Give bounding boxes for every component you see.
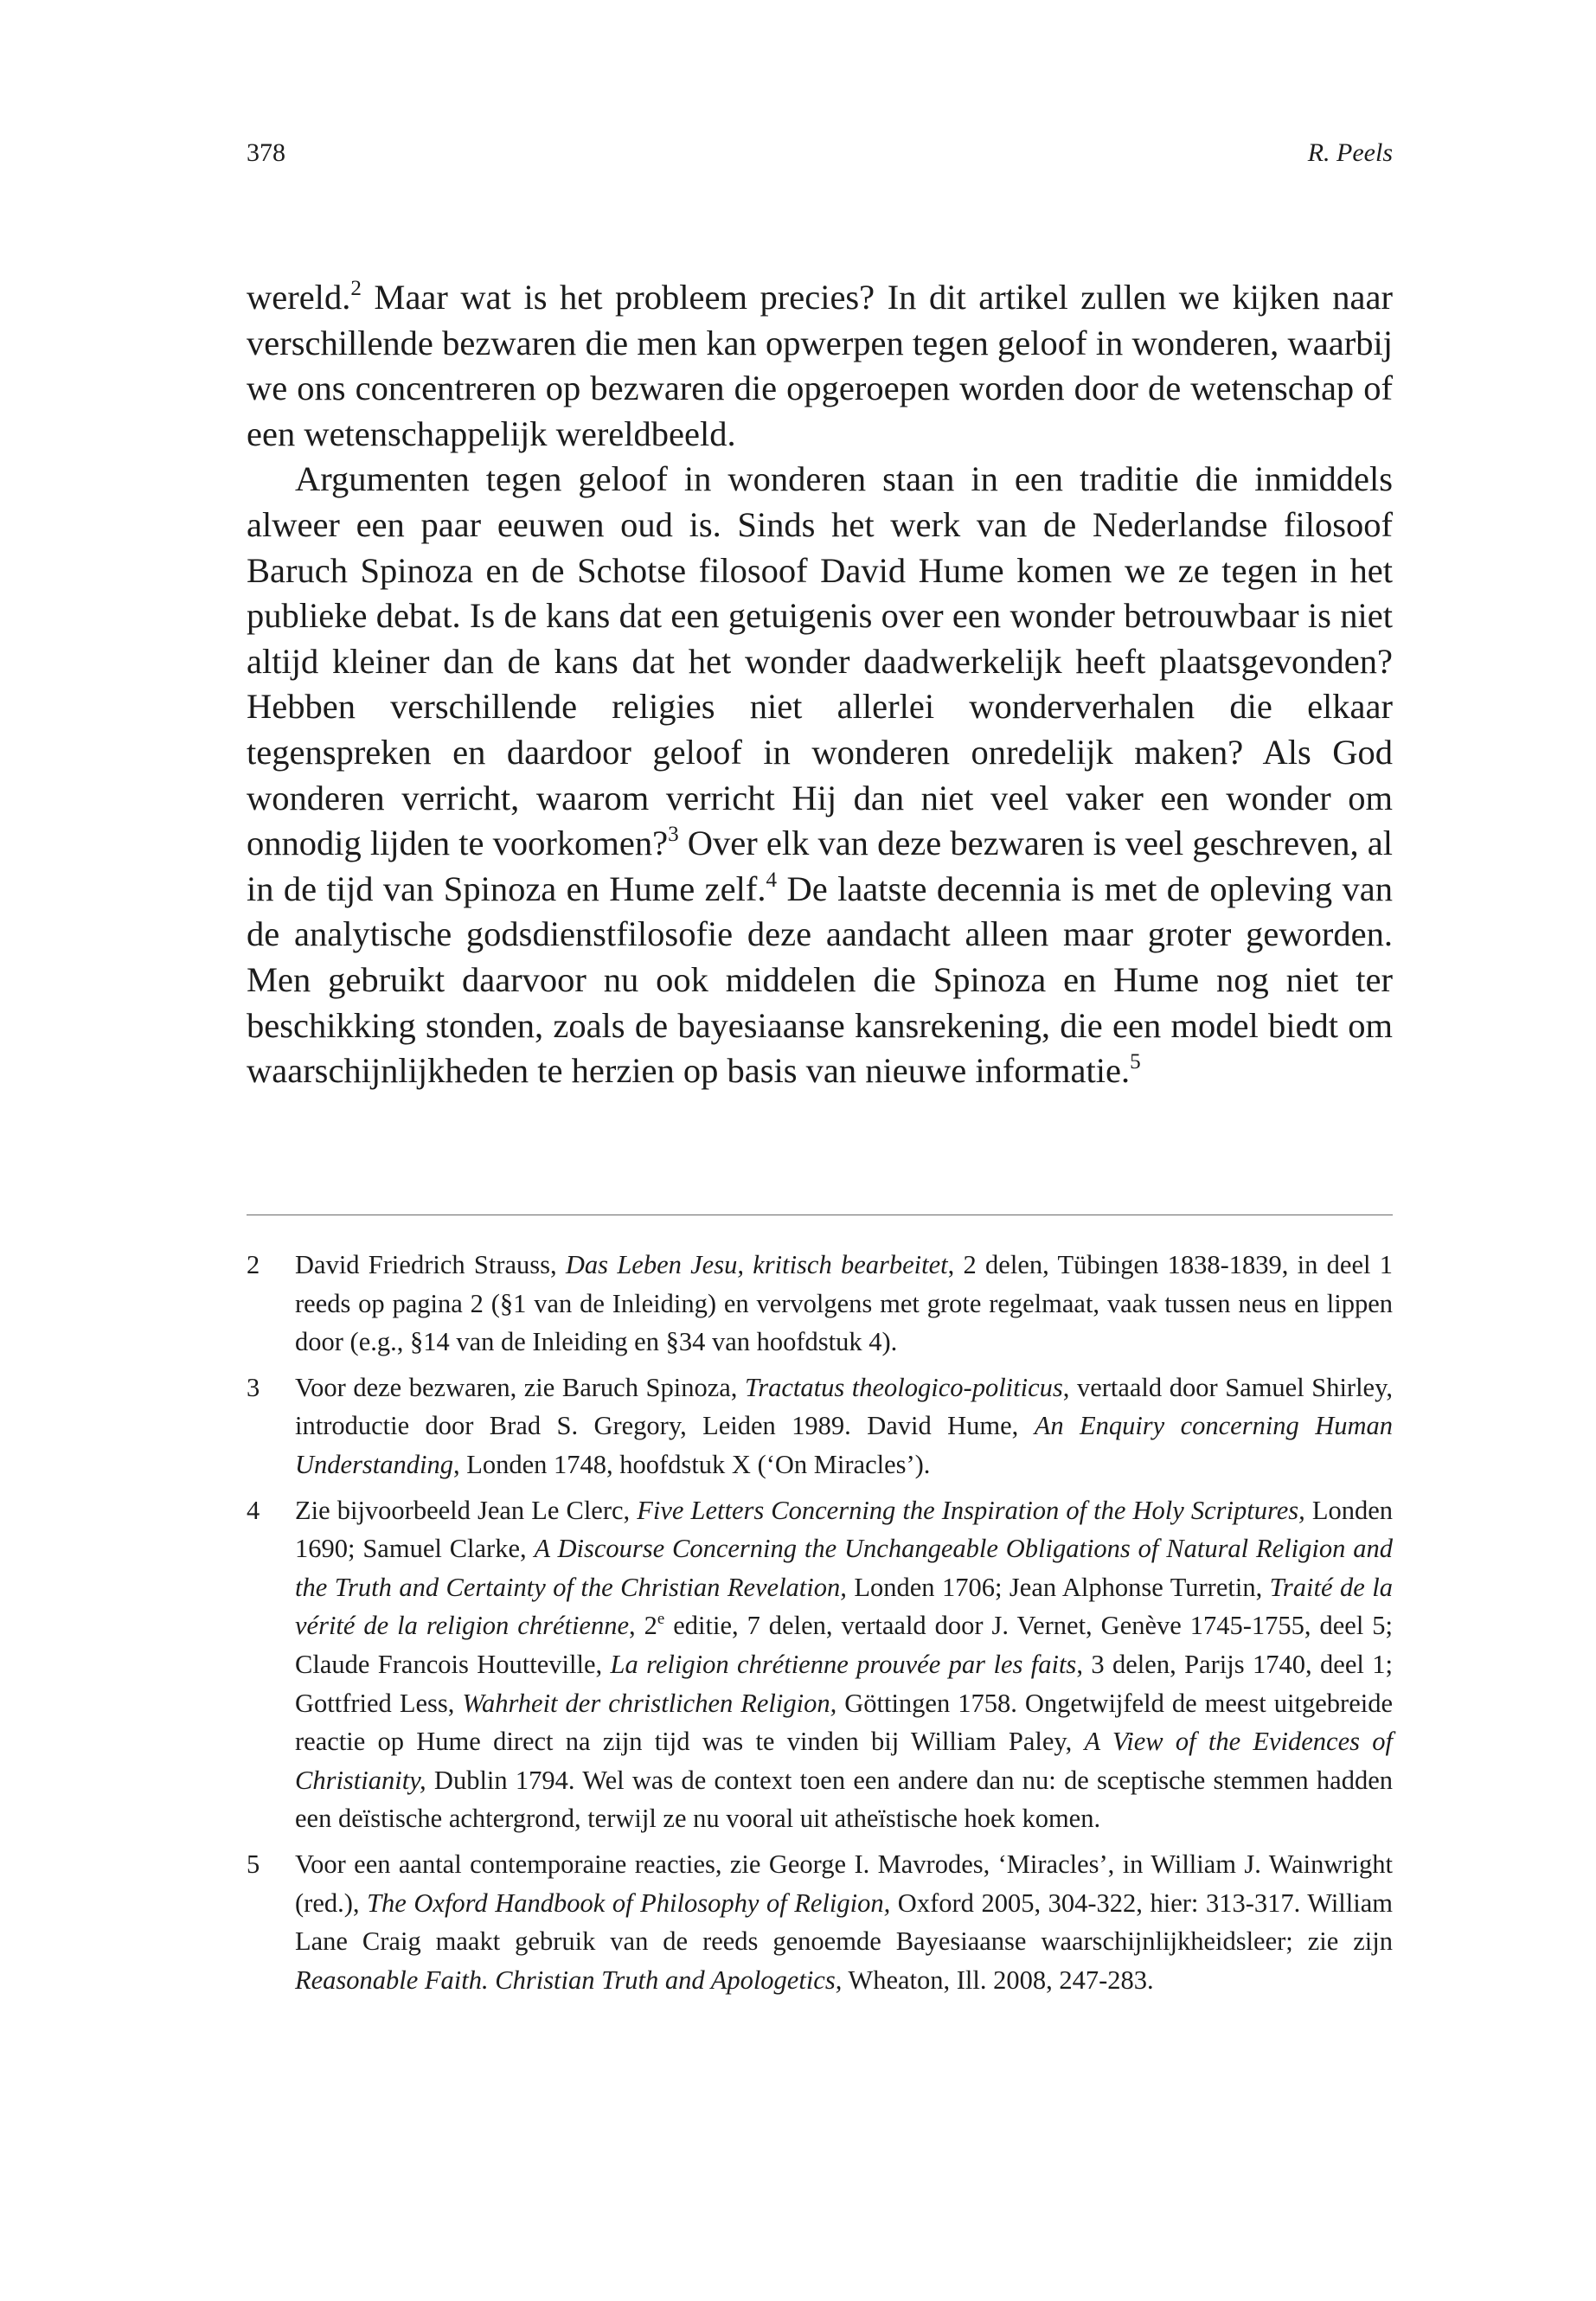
footnote-ref-3: 3	[668, 823, 679, 847]
footnote-ref-2: 2	[350, 277, 362, 301]
page-header	[247, 138, 1393, 178]
footnote-text: Zie bijvoorbeeld Jean Le Clerc, Five Letters Concerning the Inspiration of the Holy Scriptures, Londen 1690; Samuel Clarke, A Discourse Concerning the Unchangeable Obligations of Natural Religion and the Truth and Certainty of the Christian Revelation, Londen 1706; Jean Alphonse Turretin, Traité de la vérité de la religion chrétienne, 2e editie, 7 delen, vertaald door J. Vernet, Genève 1745-1755, deel 5; Claude Francois Houtteville, La religion chrétienne prouvée par les faits, 3 delen, Parijs 1740, deel 1; Gottfried Less, Wahrheit der christlichen Religion, Göttingen 1758. Ongetwijfeld de meest uitgebreide reactie op Hume direct na zijn tijd was te vinden bij William Paley, A View of the Evidences of Christianity, Dublin 1794. Wel was de context toen een andere dan nu: de sceptische stemmen hadden een deïstische achtergrond, terwijl ze nu vooral uit atheïstische hoek komen.	[295, 1495, 1394, 1834]
footnote-text: Voor deze bezwaren, zie Baruch Spinoza, Tractatus theologico-politicus, vertaald door Samuel Shirley, introductie door Brad S. Gregory, Leiden 1989. David Hume, An Enquiry concerning Human Understanding, Londen 1748, hoofdstuk X (‘On Miracles’).	[295, 1372, 1394, 1479]
paragraph-2: Argumenten tegen geloof in wonderen staan in een traditie die inmiddels alweer een paar eeuwen oud is. Sinds het werk van de Nederlandse filosoof Baruch Spinoza en de Schotse filosoof David Hume komen we ze tegen in het publieke debat. Is de kans dat een getuigenis over een wonder betrouwbaar is niet altijd kleiner dan de kans dat het wonder daadwerkelijk heeft plaatsgevonden? Hebben verschillende religies niet allerlei wonderverhalen die elkaar tegenspreken en daardoor geloof in wonderen onredelijk maken? Als God wonderen verricht, waarom verricht Hij dan niet veel vaker een wonder om onnodig lijden te voorkomen?$^3$ Over elk van deze bezwaren is veel geschreven, al in de tijd van Spinoza en Hume zelf.$^4$ De laatste decennia is met de opleving van de analytische godsdienstfilosofie deze aandacht alleen maar groter geworden. Men gebruikt daarvoor nu ook middelen die Spinoza en Hume nog niet ter beschikking stonden, zoals de bayesiaanse kansrekening, die een model biedt om waarschijnlijkheden te herzien op basis van nieuwe informatie.$^5$	[247, 459, 1394, 1091]
footnote-number: 2	[247, 1250, 260, 1279]
footnote-5	[247, 1845, 1393, 1999]
footnote-text: Voor een aantal contemporaine reacties, zie George I. Mavrodes, ‘Miracles’, in William J. Wainwright (red.), The Oxford Handbook of Philosophy of Religion, Oxford 2005, 304-322, hier: 313-317. William Lane Craig maakt gebruik van de reeds genoemde Bayesiaanse waarschijnlijkheidsleer; zie zijn Reasonable Faith. Christian Truth and Apologetics, Wheaton, Ill. 2008, 247-283.	[295, 1849, 1393, 1995]
running-head-author: R. Peels	[1307, 138, 1393, 167]
footnote-ref-4: 4	[766, 868, 778, 892]
footnote-number: 5	[247, 1849, 260, 1879]
page-number: 378	[247, 138, 285, 167]
footnote-number: 4	[247, 1495, 260, 1525]
footnotes	[247, 1246, 1393, 2006]
footnote-3	[247, 1368, 1393, 1484]
paragraph-1: wereld.$^2$ Maar wat is het probleem precies? In dit artikel zullen we kijken naar verschillende bezwaren die men kan opwerpen tegen geloof in wonderen, waarbij we ons concentreren op bezwaren die opgeroepen worden door de wetenschap of een wetenschappelijk wereldbeeld.	[247, 277, 1393, 453]
footnote-ref-5: 5	[1130, 1050, 1141, 1074]
footnote-4	[247, 1491, 1393, 1838]
footnote-number: 3	[247, 1372, 260, 1402]
footnote-text: David Friedrich Strauss, Das Leben Jesu, kritisch bearbeitet, 2 delen, Tübingen 1838-1839, in deel 1 reeds op pagina 2 (§1 van de Inleiding) en vervolgens met grote regelmaat, vaak tussen neus en lippen door (e.g., §14 van de Inleiding en §34 van hoofdstuk 4).	[295, 1250, 1393, 1357]
footnote-2	[247, 1246, 1393, 1362]
main-text	[247, 275, 1393, 1094]
